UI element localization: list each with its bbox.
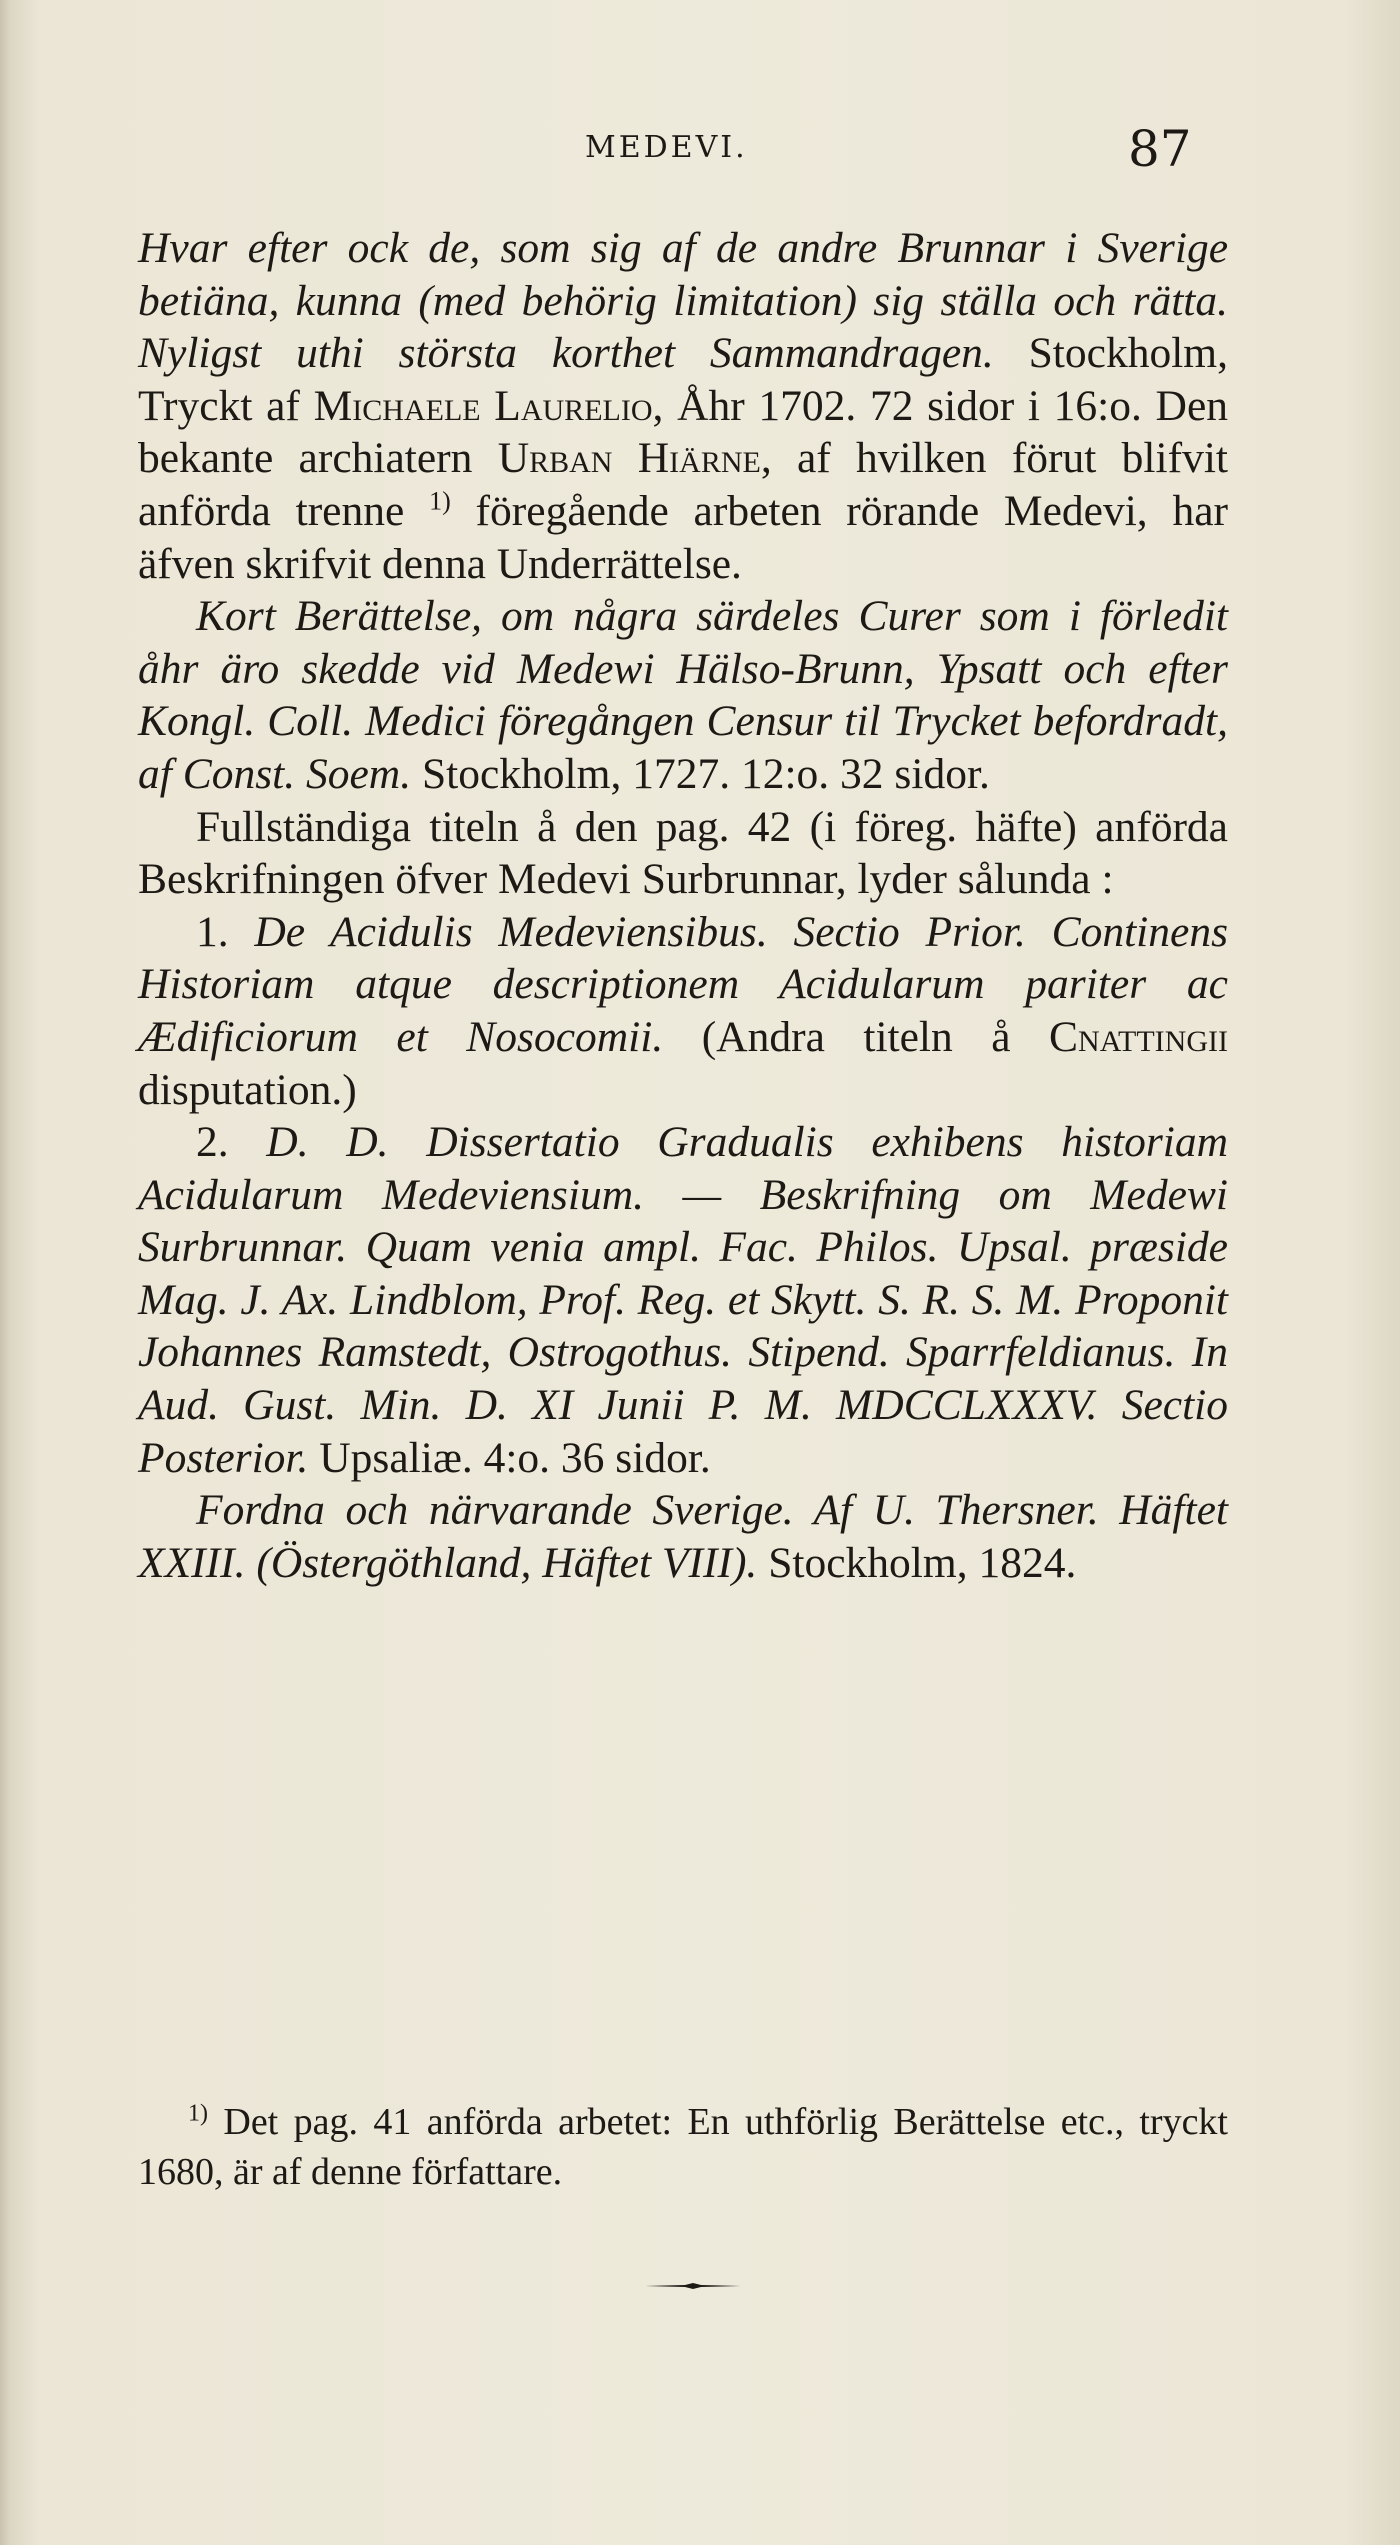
title-italic: De Acidulis Medeviensibus. Sectio Prior. Continens Historiam atque descriptionem Acidularum pariter ac Ædificiorum et Nosocomii. <box>138 907 1228 1061</box>
page-header <box>0 120 1400 180</box>
title-italic: Fordna och närvarande Sverige. Af U. Thersner. Häftet XXIII. (Östergöthland, Häftet VIII). <box>138 1486 1228 1587</box>
footnote <box>138 2097 1228 2197</box>
imprint-text: Stockholm, 1824. <box>757 1538 1077 1587</box>
imprint-text: Stockholm, 1727. 12:o. 32 sidor. <box>411 749 990 798</box>
main-text <box>138 222 1228 1589</box>
imprint-text: Upsaliæ. 4:o. 36 sidor. <box>308 1433 711 1482</box>
footnote-text: Det pag. 41 anförda arbetet: En uthförlig Berättelse etc., tryckt 1680, är af denne författare. <box>138 2101 1228 2193</box>
title-italic: Kort Berättelse, om några särdeles Curer som i förledit åhr äro skedde vid Medewi Hälso-Brunn, Ypsatt och efter Kongl. Coll. Medici föregången Censur til Trycket befordradt, af Const. Soem. <box>138 592 1228 798</box>
paragraph-kort-berattelse <box>138 590 1228 800</box>
paragraph-item-2 <box>138 1116 1228 1484</box>
footnote-marker: 1) <box>188 2100 208 2127</box>
paragraph-fullstandiga <box>138 801 1228 906</box>
paragraph-text: Fullständiga titeln å den pag. 42 (i föreg. häfte) anförda Beskrifningen öfver Medevi Surbrunnar, lyder sålunda : <box>138 802 1228 904</box>
page-number: 87 <box>1128 120 1192 178</box>
end-ornament-rule <box>645 2282 741 2290</box>
printer-name: Michaele Laurelio <box>313 381 653 430</box>
footnote-section <box>138 2097 1228 2197</box>
note-text: (Andra titeln å <box>663 1012 1050 1061</box>
item-number: 2. <box>196 1118 267 1167</box>
note-text: disputation.) <box>138 1065 357 1114</box>
title-italic: D. D. Dissertatio Gradualis exhibens historiam Acidularum Medeviensium. — Beskrifning om Medewi Surbrunnar. Quam venia ampl. Fac. Philos. Upsal. præside Mag. J. Ax. Lindblom, Prof. Reg. et Skytt. S. R. S. M. Proponit Johannes Ramstedt, Ostrogothus. Stipend. Sparrfeldianus. In Aud. Gust. Min. D. XI Junii P. M. MDCCLXXXV. Sectio Posterior. <box>138 1118 1228 1482</box>
running-head: MEDEVI. <box>585 130 748 165</box>
title-italic: Hvar efter ock de, som sig af de andre Brunnar i Sverige betiäna, kunna (med behörig limitation) sig ställa och rätta. Nyligst uthi största korthet Sammandragen. <box>138 224 1228 378</box>
description-text: , Åhr 1702. 72 sidor i 16:o. Den bekante archiatern <box>138 381 1229 483</box>
author-name: Cnattingii <box>1049 1012 1228 1061</box>
paragraph-hvar-efter <box>138 222 1228 590</box>
footnote-reference: 1) <box>429 486 451 516</box>
description-text: , af hvilken förut blifvit anförda trenne <box>138 434 1228 535</box>
paragraph-fordna <box>138 1484 1228 1589</box>
item-number: 1. <box>196 907 255 956</box>
imprint-text: Stockholm, Tryckt af <box>138 329 1228 430</box>
paragraph-item-1 <box>138 906 1228 1116</box>
author-name: Urban Hiärne <box>497 434 761 483</box>
description-text: föregående arbeten rörande Medevi, har äfven skrifvit denna Underrättelse. <box>138 486 1228 588</box>
